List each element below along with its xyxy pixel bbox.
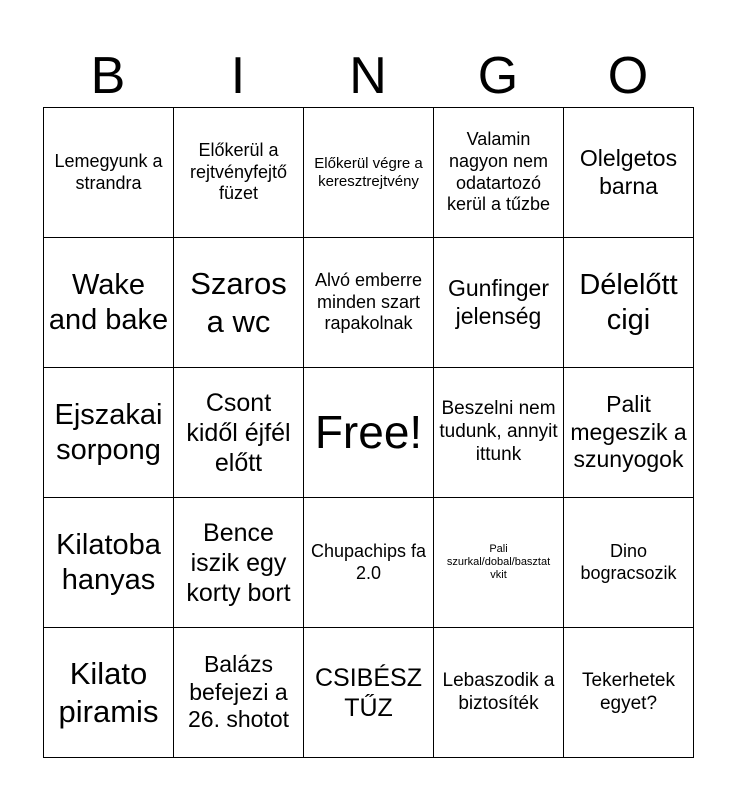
bingo-cell[interactable]: Előkerül a rejtvényfejtő füzet — [174, 108, 304, 238]
bingo-cell[interactable]: Kilatoba hanyas — [44, 498, 174, 628]
bingo-cell[interactable]: Dino bogracsozik — [564, 498, 694, 628]
bingo-cell[interactable]: Előkerül végre a keresztrejtvény — [304, 108, 434, 238]
bingo-cell[interactable]: Palit megeszik a szunyogok — [564, 368, 694, 498]
bingo-cell[interactable]: Délelőtt cigi — [564, 238, 694, 368]
bingo-cell[interactable]: Lebaszodik a biztosíték — [434, 628, 564, 758]
bingo-cell[interactable]: Gunfinger jelenség — [434, 238, 564, 368]
header-letter-g: G — [477, 47, 519, 105]
bingo-cell[interactable]: Kilato piramis — [44, 628, 174, 758]
bingo-cell[interactable]: Chupachips fa 2.0 — [304, 498, 434, 628]
header-letter-b: B — [90, 47, 126, 105]
bingo-row — [44, 498, 694, 628]
bingo-row — [44, 238, 694, 368]
bingo-cell[interactable]: Bence iszik egy korty bort — [174, 498, 304, 628]
free-cell[interactable]: Free! — [304, 368, 434, 498]
bingo-cell[interactable]: Valamin nagyon nem odatartozó kerül a tűzbe — [434, 108, 564, 238]
header-letter-n: N — [349, 47, 387, 105]
bingo-cell[interactable]: Ejszakai sorpong — [44, 368, 174, 498]
bingo-cell[interactable]: Szaros a wc — [174, 238, 304, 368]
bingo-cell[interactable]: Csont kidől éjfél előtt — [174, 368, 304, 498]
bingo-cell[interactable]: Alvó emberre minden szart rapakolnak — [304, 238, 434, 368]
bingo-cell[interactable]: CSIBÉSZ TŰZ — [304, 628, 434, 758]
bingo-cell[interactable]: Tekerhetek egyet? — [564, 628, 694, 758]
header-letter-i: I — [230, 47, 246, 105]
bingo-row — [44, 108, 694, 238]
bingo-row — [44, 628, 694, 758]
bingo-cell[interactable]: Balázs befejezi a 26. shotot — [174, 628, 304, 758]
bingo-cell[interactable]: Olelgetos barna — [564, 108, 694, 238]
bingo-card — [43, 107, 694, 758]
bingo-cell[interactable]: Beszelni nem tudunk, annyit ittunk — [434, 368, 564, 498]
bingo-cell[interactable]: Pali szurkal/dobal/basztat vkit — [434, 498, 564, 628]
bingo-row — [44, 368, 694, 498]
bingo-header — [43, 44, 693, 108]
bingo-cell[interactable]: Wake and bake — [44, 238, 174, 368]
header-letter-o: O — [607, 47, 649, 105]
bingo-cell[interactable]: Lemegyunk a strandra — [44, 108, 174, 238]
